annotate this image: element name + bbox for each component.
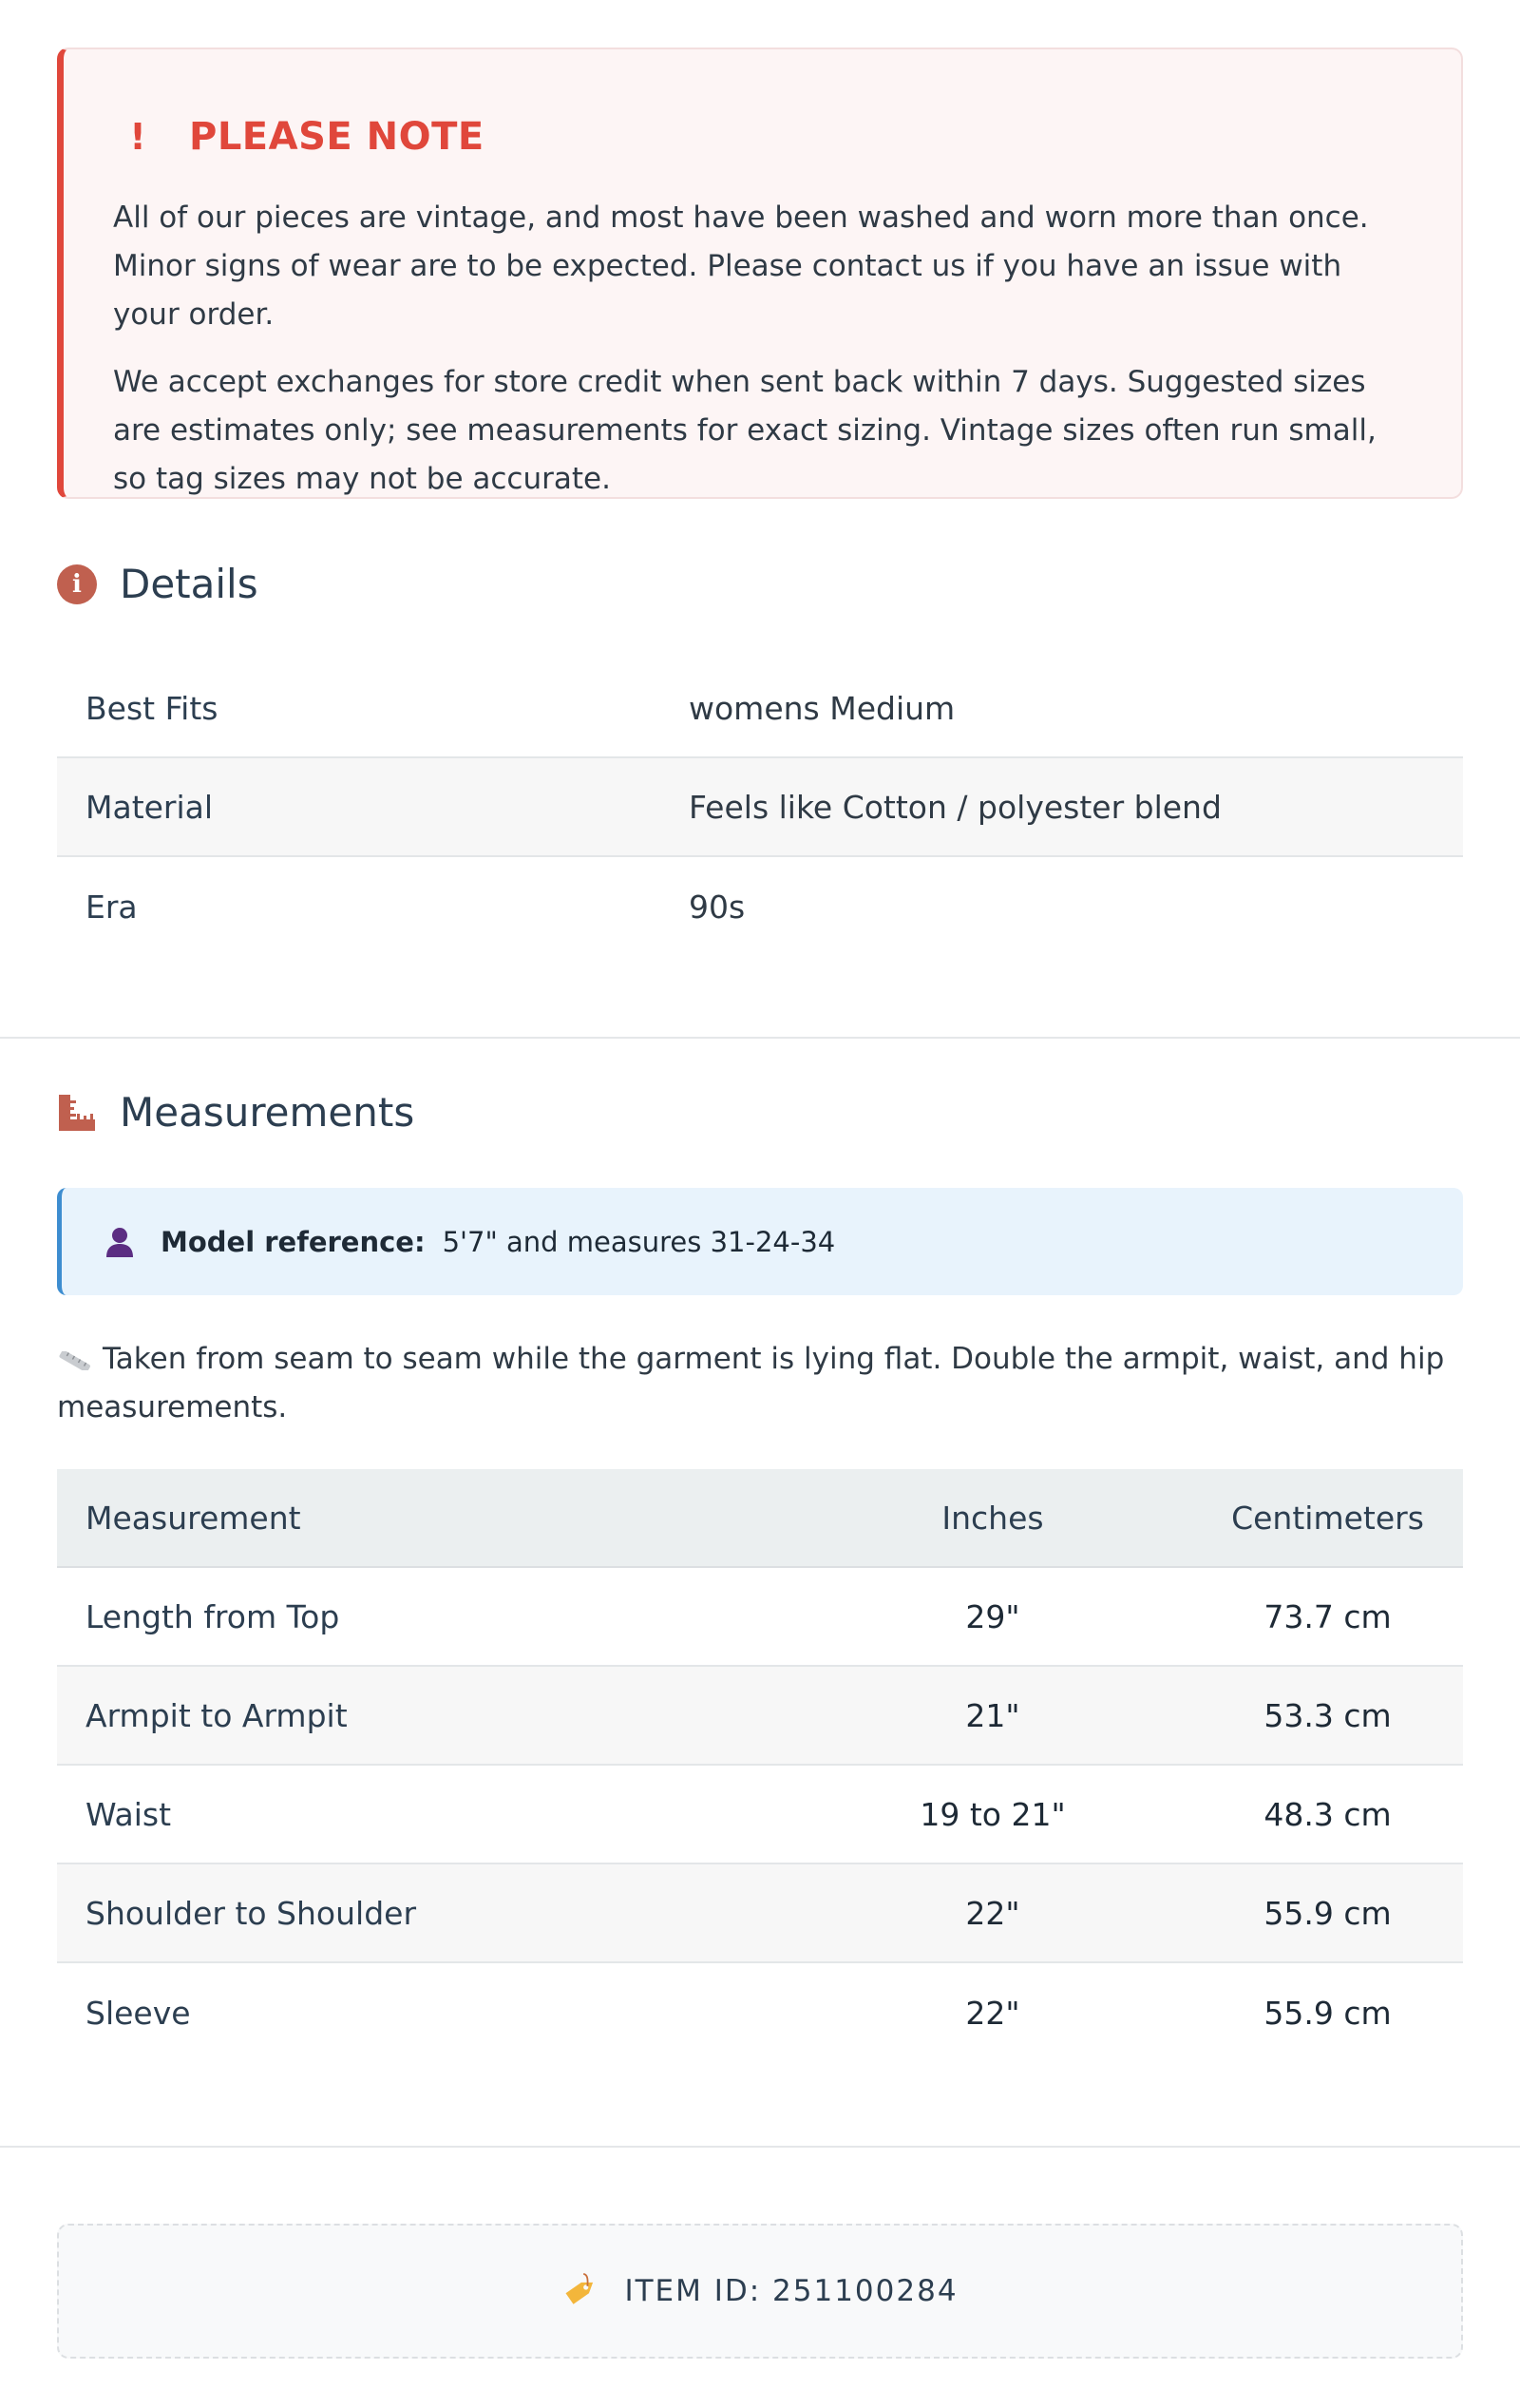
model-reference-value: 5'7" and measures 31-24-34 bbox=[442, 1225, 836, 1258]
table-row bbox=[57, 1766, 1463, 1864]
table-row bbox=[57, 1864, 1463, 1963]
section-divider bbox=[0, 2146, 1520, 2148]
notice-title: PLEASE NOTE bbox=[189, 115, 484, 159]
ruler-icon bbox=[57, 1093, 97, 1133]
measurement-cm: 73.7 cm bbox=[1264, 1597, 1392, 1635]
notice-header bbox=[113, 108, 1414, 165]
notice-paragraph-2: We accept exchanges for store credit when sent back within 7 days. Suggested sizes are estimates only; see measurements for exact sizing. Vintage sizes often run small, so tag sizes may not be accurate. bbox=[113, 365, 1377, 496]
details-row bbox=[57, 857, 1463, 956]
measurement-name: Sleeve bbox=[86, 1994, 191, 2032]
measurement-inches: 29" bbox=[965, 1597, 1020, 1635]
details-key: Era bbox=[86, 888, 138, 926]
notice-paragraph-1: All of our pieces are vintage, and most have been washed and worn more than once. Minor signs of wear are to be expected. Please contact us if you have an issue with your order. bbox=[113, 201, 1369, 332]
measurement-inches: 19 to 21" bbox=[920, 1795, 1066, 1833]
details-key: Best Fits bbox=[86, 689, 218, 727]
info-icon: i bbox=[57, 564, 97, 604]
column-header: Centimeters bbox=[1231, 1499, 1424, 1537]
measurement-inches: 22" bbox=[965, 1994, 1020, 2032]
measurement-inches: 22" bbox=[965, 1894, 1020, 1932]
tag-icon bbox=[561, 2272, 599, 2310]
measurement-note-text: Taken from seam to seam while the garment is lying flat. Double the armpit, waist, and hip measurements. bbox=[57, 1342, 1445, 1424]
measurements-table bbox=[57, 1469, 1463, 2062]
measurements-header bbox=[57, 1089, 414, 1136]
details-header bbox=[57, 561, 258, 607]
person-icon bbox=[104, 1226, 136, 1258]
measurement-name: Length from Top bbox=[86, 1597, 340, 1635]
details-table bbox=[57, 659, 1463, 956]
table-header bbox=[57, 1469, 1463, 1568]
details-value: Feels like Cotton / polyester blend bbox=[689, 788, 1222, 826]
column-header: Inches bbox=[941, 1499, 1044, 1537]
measurement-cm: 53.3 cm bbox=[1264, 1696, 1392, 1734]
table-row bbox=[57, 1568, 1463, 1667]
please-note-notice bbox=[57, 48, 1463, 499]
measurement-cm: 55.9 cm bbox=[1264, 1994, 1392, 2032]
measurement-cm: 48.3 cm bbox=[1264, 1795, 1392, 1833]
details-row bbox=[57, 659, 1463, 758]
model-reference-label: Model reference: bbox=[161, 1225, 426, 1258]
column-header: Measurement bbox=[86, 1499, 301, 1537]
item-id-box bbox=[57, 2224, 1463, 2359]
item-id-label: ITEM ID: 251100284 bbox=[624, 2274, 959, 2308]
measurement-cm: 55.9 cm bbox=[1264, 1894, 1392, 1932]
measurement-note bbox=[57, 1335, 1463, 1432]
measurement-name: Shoulder to Shoulder bbox=[86, 1894, 417, 1932]
table-row bbox=[57, 1963, 1463, 2062]
straight-ruler-icon bbox=[57, 1351, 93, 1370]
details-value: 90s bbox=[689, 888, 746, 926]
table-row bbox=[57, 1667, 1463, 1766]
measurement-inches: 21" bbox=[965, 1696, 1020, 1734]
measurement-name: Armpit to Armpit bbox=[86, 1696, 348, 1734]
measurements-title: Measurements bbox=[120, 1089, 415, 1136]
details-row bbox=[57, 758, 1463, 857]
details-value: womens Medium bbox=[689, 689, 956, 727]
measurement-name: Waist bbox=[86, 1795, 172, 1833]
exclamation-icon: ! bbox=[129, 116, 146, 158]
details-title: Details bbox=[120, 561, 258, 607]
section-divider bbox=[0, 1037, 1520, 1039]
details-key: Material bbox=[86, 788, 214, 826]
model-reference-callout bbox=[57, 1188, 1463, 1295]
